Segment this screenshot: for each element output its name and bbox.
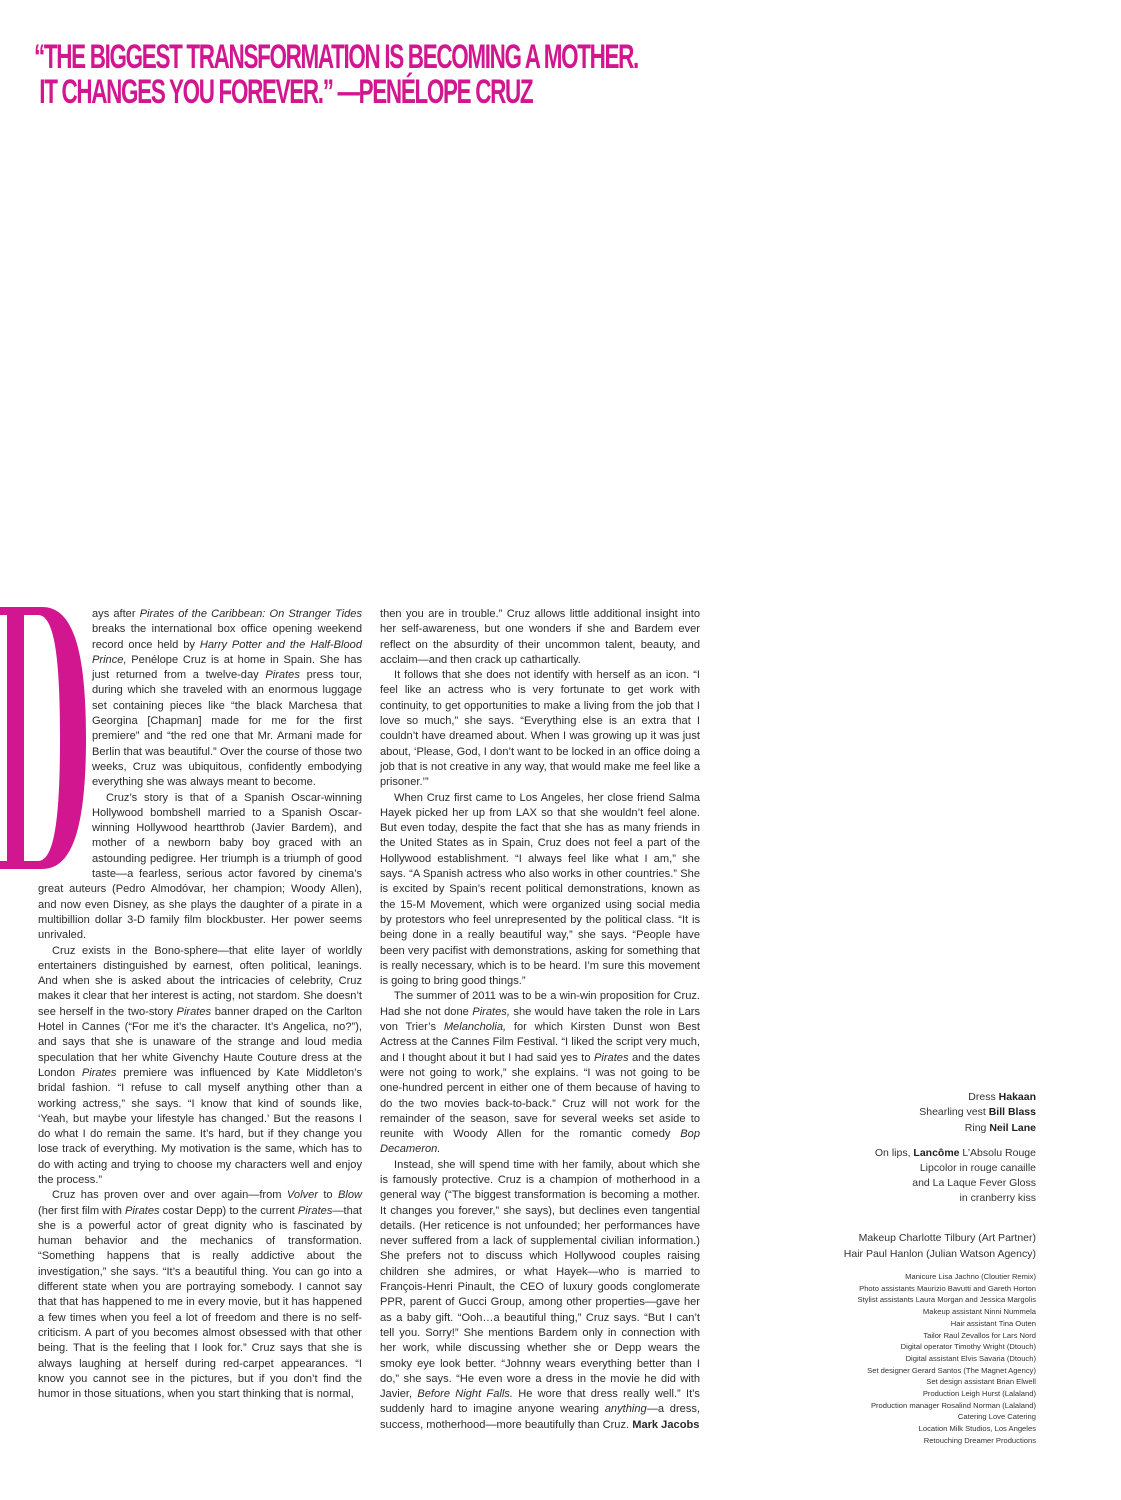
credit-line: Manicure Lisa Jachno (Cloutier Remix) xyxy=(905,1272,1036,1281)
paragraph-7: When Cruz first came to Los Angeles, her close friend Salma Hayek picked her up from LAX so that she wouldn’t feel alone. But even today, despite the fact that she has as many friends in the United States as in Spain, Cruz does not feel a part of the Hollywood establishment. “I always feel like what I am,” she says. “A Spanish actress who also works in other countries.” She is excited by Spain’s recent political demonstrations, known as the 15-M Movement, which were organized using social media by protestors who feel unrepresented by the political class. “It is being done in a really beautiful way,” she says. “People have been very pacifist with demonstrations, asking for something that is really necessary, which is to be heard. I’m sure this movement is going to bring good things.” xyxy=(380,791,700,988)
production-credits xyxy=(857,1271,1036,1447)
credit-line: Tailor Raul Zevallos for Lars Nord xyxy=(923,1330,1036,1340)
credit-line: Digital assistant Elvis Savaria (Dtouch) xyxy=(905,1353,1036,1363)
pull-quote xyxy=(34,38,638,111)
credit-line: Retouching Dreamer Productions xyxy=(923,1435,1036,1445)
credit-line: Hair assistant Tina Outen xyxy=(950,1318,1036,1328)
credit-line: Production manager Rosalind Norman (Lalaland) xyxy=(870,1400,1036,1410)
article-column-2 xyxy=(380,607,700,1433)
drop-cap-glyph xyxy=(0,607,88,869)
paragraph-3: Cruz exists in the Bono-sphere—that elite layer of worldly entertainers distinguished by earnest, often political, leanings. And when she is asked about the intricacies of celebrity, Cruz makes it clear that her interest is acting, not stardom. She doesn’t see herself in the two-story Pirates banner draped on the Carlton Hotel in Cannes (“For me it’s the character. It’s Angelica, no?”), and says that she is unaware of the strange and loud media speculation that her white Givenchy Haute Couture dress at the London Pirates premiere was influenced by Kate Middleton’s bridal fashion. “I refuse to call myself anything other than a working actress,” she says. “I know that kind of sounds like, ‘Yeah, but maybe your lifestyle has changed.’ But the reasons I do what I do remain the same. It’s hard, but if they change you lose track of everything. My motivation is the same, which has to do with acting and trying to choose my characters well and enjoy the process.” xyxy=(38,944,362,1186)
credit-lips-3: and La Laque Fever Gloss xyxy=(912,1177,1036,1189)
paragraph-1: ays after Pirates of the Caribbean: On Stranger Tides breaks the international box office opening weekend record once held by Harry Potter and the Half-Blood Prince, Penélope Cruz is at home in Spain. She has just returned from a twelve-day Pirates press tour, during which she traveled with an enormous luggage set containing pieces like “the black Marchesa that Georgina [Chapman] made for me for the first premiere” and “the red one that Mr. Armani made for Berlin that was beautiful.” Over the course of those two weeks, Cruz was ubiquitous, confidently embodying everything she was always meant to become. xyxy=(92,608,362,789)
credit-line: Location Milk Studios, Los Angeles xyxy=(918,1424,1036,1434)
credit-line: Catering Love Catering xyxy=(957,1412,1036,1422)
paragraph-8: The summer of 2011 was to be a win-win proposition for Cruz. Had she not done Pirates, she would have taken the role in Lars von Trier’s Melancholia, for which Kirsten Dunst won Best Actress at the Cannes Film Festival. “I liked the script very much, and I thought about it but I had said yes to Pirates and the dates were not going to work,” she explains. “I was not going to be one-hundred percent in either one of them because of having to do the two movies back-to-back.” Cruz will not work for the remainder of the season, save for several weeks set aside to reunite with Woody Allen for the romantic comedy Bop Decameron. xyxy=(380,990,700,1156)
paragraph-2: Cruz’s story is that of a Spanish Oscar-winning Hollywood bombshell married to a Spanish Oscar-winning Hollywood heartthrob (Javier Bardem), and mother of a newborn baby boy graced with an astounding pedigree. Her triumph is a triumph of good taste—a fearless, serious actor favored by cinema’s great auteurs (Pedro Almodóvar, her champion; Woody Allen), and now even Disney, as she plays the daughter of a pirate in a multibillion dollar 3-D family film blockbuster. Her power seems unrivaled. xyxy=(38,791,362,942)
credit-makeup: Makeup Charlotte Tilbury (Art Partner) xyxy=(858,1232,1036,1244)
article-column-1 xyxy=(38,607,362,1402)
credit-lips-1: On lips, Lancôme L’Absolu Rouge xyxy=(874,1147,1036,1159)
beauty-credits xyxy=(875,1146,1036,1206)
credit-line: Photo assistants Maurizio Bavutti and Gareth Horton xyxy=(859,1283,1036,1293)
paragraph-5: then you are in trouble.” Cruz allows little additional insight into her self-awareness, but one wonders if she and Bardem ever reflect on the absurdity of their uncommon talent, beauty, and acclaim—and then crack up cathartically. xyxy=(380,608,700,666)
credit-line: Set designer Gerard Santos (The Magnet Agency) xyxy=(867,1365,1036,1375)
pull-quote-line-2: IT CHANGES YOU FOREVER.” —PENÉLOPE CRUZ xyxy=(39,73,533,111)
paragraph-6: It follows that she does not identify with herself as an icon. “I feel like an actress who is very fortunate to get work with continuity, to get opportunities to make a living from the job that I love so much,” she says. “Everything else is an extra that I couldn’t have dreamed about. When I was growing up it was just about, ‘Please, God, I don’t want to be locked in an office doing a job that is not creative in any way, that would make me feel like a prisoner.’” xyxy=(380,669,700,789)
credit-vest: Shearling vest Bill Blass xyxy=(919,1106,1036,1119)
paragraph-4: Cruz has proven over and over again—from Volver to Blow (her first film with Pirates costar Depp) to the current Pirates—that she is a powerful actor of great dignity who is fascinated by human behavior and the mechanics of transformation. “Something happens that is really addictive about the investigation,” she says. “It’s a beautiful thing. You can go into a different state when you are portraying somebody. I cannot say that that has happened to me in every movie, but it has happened a few times when you feel a lot of freedom and there is no self-criticism. A part of you becomes almost obsessed with that other being. That is the feeling that I look for.” Cruz says that she is always laughing at herself during red-carpet appearances. “I know you cannot see in the pictures, but if you don’t find the humor in those situations, when you start thinking that is normal, xyxy=(38,1189,363,1401)
credit-line: Digital operator Timothy Wright (Dtouch) xyxy=(900,1342,1036,1352)
author-signature: Mark Jacobs xyxy=(632,1418,700,1431)
drop-cap xyxy=(0,607,88,869)
paragraph-9: Instead, she will spend time with her family, about which she is famously protective. Cruz is a champion of motherhood in a general way (“The biggest transformation is becoming a mother. It changes you forever,” she says), but declines even tangential details. (Her reticence is not unfounded; her performances have never suffered from a lack of supplemental civilian information.) She prefers not to discuss which Hollywood couples raising children she admires, or what Hayek—who is married to François-Henri Pinault, the CEO of luxury goods conglomerate PPR, parent of Gucci Group, among other properties—gave her as a baby gift. “Ooh…a beautiful thing,” Cruz says. “But I can’t tell you. Sorry!” She mentions Bardem only in connection with her work, while discussing whether she or Depp wears the smoky eye look better. “Johnny wears everything better than I do,” she says. “He even wore a dress in the movie he did with Javier, Before Night Falls. He wore that dress really well.” It’s suddenly hard to imagine anyone wearing anything—a dress, success, motherhood—more beautifully than Cruz. Mark Jacobs xyxy=(380,1158,700,1431)
team-credits xyxy=(844,1231,1036,1262)
credit-line: Makeup assistant Ninni Nummela xyxy=(922,1307,1036,1317)
credit-line: Set design assistant Brian Elwell xyxy=(926,1377,1036,1387)
credit-dress: Dress Hakaan xyxy=(968,1091,1036,1103)
credit-lips-2: Lipcolor in rouge canaille xyxy=(919,1162,1036,1174)
credit-ring: Ring Neil Lane xyxy=(964,1121,1036,1134)
credit-line: Production Leigh Hurst (Lalaland) xyxy=(922,1389,1036,1399)
fashion-credits xyxy=(919,1090,1036,1136)
pull-quote-line-1: “THE BIGGEST TRANSFORMATION IS BECOMING A MOTHER. xyxy=(34,38,638,76)
credit-lips-4: in cranberry kiss xyxy=(959,1192,1036,1204)
credit-line: Stylist assistants Laura Morgan and Jessica Margolis xyxy=(857,1295,1036,1305)
credit-hair: Hair Paul Hanlon (Julian Watson Agency) xyxy=(843,1247,1036,1260)
